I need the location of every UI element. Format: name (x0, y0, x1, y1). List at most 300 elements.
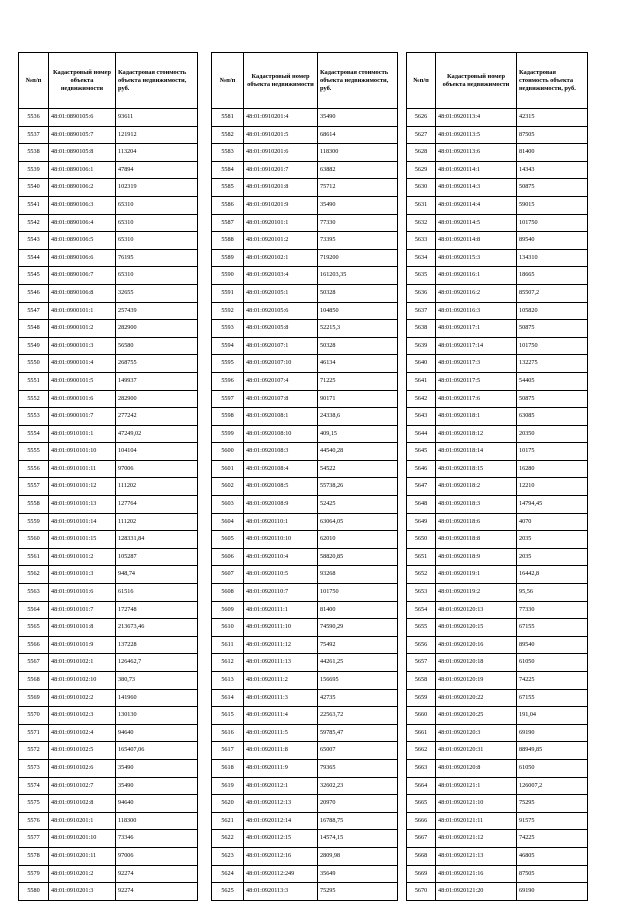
cadastral-value: 35490 (116, 777, 198, 795)
row-number: 5556 (19, 460, 49, 478)
row-number: 5597 (212, 390, 244, 408)
table-row (212, 320, 398, 338)
table-row (212, 425, 398, 443)
cadastral-number: 48:01:0920108:10 (244, 425, 318, 443)
cadastral-value: 104850 (318, 302, 398, 320)
cadastral-value: 165407,06 (116, 742, 198, 760)
cadastral-number: 48:01:0910102:10 (49, 672, 116, 690)
table-row (212, 742, 398, 760)
table-row (212, 144, 398, 162)
cadastral-value: 65310 (116, 196, 198, 214)
cadastral-value: 101750 (318, 584, 398, 602)
cadastral-number: 48:01:0910102:3 (49, 707, 116, 725)
cadastral-number: 48:01:0910101:10 (49, 443, 116, 461)
table-row (212, 689, 398, 707)
cadastral-value: 32602,23 (318, 777, 398, 795)
cadastral-number: 48:01:0920111:1 (244, 601, 318, 619)
row-number: 5666 (407, 812, 436, 830)
table-row (212, 196, 398, 214)
table-row (407, 883, 588, 901)
cadastral-value: 94640 (116, 795, 198, 813)
row-number: 5537 (19, 126, 49, 144)
row-number: 5660 (407, 707, 436, 725)
table-row (19, 284, 198, 302)
table-row (212, 109, 398, 127)
cadastral-value: 65310 (116, 232, 198, 250)
table-row (407, 531, 588, 549)
table-row (212, 531, 398, 549)
cadastral-number: 48:01:0920107:10 (244, 355, 318, 373)
row-number: 5599 (212, 425, 244, 443)
row-number: 5541 (19, 196, 49, 214)
row-number: 5626 (407, 109, 436, 127)
row-number: 5638 (407, 320, 436, 338)
cadastral-number: 48:01:0920121:16 (436, 865, 517, 883)
row-number: 5654 (407, 601, 436, 619)
table-row (19, 126, 198, 144)
table-row (19, 144, 198, 162)
cadastral-number: 48:01:0920120:25 (436, 707, 517, 725)
row-number: 5631 (407, 196, 436, 214)
row-number: 5656 (407, 636, 436, 654)
row-number: 5607 (212, 566, 244, 584)
table-row (19, 320, 198, 338)
cadastral-value: 126007,2 (517, 777, 588, 795)
table-row (19, 214, 198, 232)
table-row (19, 883, 198, 901)
row-number: 5546 (19, 284, 49, 302)
cadastral-number: 48:01:0920111:12 (244, 636, 318, 654)
cadastral-number: 48:01:0920116:2 (436, 284, 517, 302)
table-row (19, 531, 198, 549)
row-number: 5565 (19, 619, 49, 637)
table-row (407, 742, 588, 760)
row-number: 5574 (19, 777, 49, 795)
row-number: 5588 (212, 232, 244, 250)
cadastral-number: 48:01:0920120:8 (436, 759, 517, 777)
cadastral-number: 48:01:0920120:31 (436, 742, 517, 760)
cadastral-value: 97006 (116, 460, 198, 478)
table-row (212, 408, 398, 426)
row-number: 5585 (212, 179, 244, 197)
cadastral-value: 52425 (318, 496, 398, 514)
table-row (19, 109, 198, 127)
row-number: 5576 (19, 812, 49, 830)
table-row (212, 355, 398, 373)
cadastral-value: 77330 (517, 601, 588, 619)
row-number: 5628 (407, 144, 436, 162)
cadastral-number: 48:01:0920111:5 (244, 724, 318, 742)
cadastral-number: 48:01:0920111:4 (244, 707, 318, 725)
cadastral-value: 24338,6 (318, 408, 398, 426)
cadastral-value: 94640 (116, 724, 198, 742)
cadastral-number: 48:01:0910201:9 (244, 196, 318, 214)
cadastral-number: 48:01:0920118:2 (436, 478, 517, 496)
table-row (212, 619, 398, 637)
cadastral-value: 59785,47 (318, 724, 398, 742)
row-number: 5629 (407, 161, 436, 179)
cadastral-number: 48:01:0920121:20 (436, 883, 517, 901)
row-number: 5603 (212, 496, 244, 514)
row-number: 5617 (212, 742, 244, 760)
cadastral-value: 95,56 (517, 584, 588, 602)
table-row (19, 302, 198, 320)
cadastral-number: 48:01:0910102:2 (49, 689, 116, 707)
row-number: 5547 (19, 302, 49, 320)
cadastral-value: 71225 (318, 372, 398, 390)
cadastral-number: 48:01:0890106:5 (49, 232, 116, 250)
row-number: 5610 (212, 619, 244, 637)
table-row (407, 214, 588, 232)
row-number: 5616 (212, 724, 244, 742)
cadastral-number: 48:01:0910201:5 (244, 126, 318, 144)
table-row (19, 619, 198, 637)
cadastral-value: 102319 (116, 179, 198, 197)
row-number: 5633 (407, 232, 436, 250)
row-number: 5549 (19, 337, 49, 355)
cadastral-number: 48:01:0920107:1 (244, 337, 318, 355)
cadastral-value: 35649 (318, 865, 398, 883)
cadastral-number: 48:01:0910201:4 (244, 109, 318, 127)
table-row (407, 179, 588, 197)
row-number: 5639 (407, 337, 436, 355)
row-number: 5559 (19, 513, 49, 531)
row-number: 5640 (407, 355, 436, 373)
cadastral-value: 22563,72 (318, 707, 398, 725)
table-row (407, 724, 588, 742)
row-number: 5572 (19, 742, 49, 760)
table-row (407, 355, 588, 373)
table-row (19, 742, 198, 760)
table-row (19, 865, 198, 883)
cadastral-value: 268755 (116, 355, 198, 373)
row-number: 5563 (19, 584, 49, 602)
table-row (212, 214, 398, 232)
cadastral-value: 35490 (318, 109, 398, 127)
row-number: 5664 (407, 777, 436, 795)
cadastral-value: 79365 (318, 759, 398, 777)
row-number: 5635 (407, 267, 436, 285)
cadastral-number: 48:01:0910102:8 (49, 795, 116, 813)
cadastral-number: 48:01:0920120:19 (436, 672, 517, 690)
table-row (19, 408, 198, 426)
row-number: 5623 (212, 847, 244, 865)
cadastral-number: 48:01:0910101:2 (49, 548, 116, 566)
cadastral-number: 48:01:0920118:3 (436, 496, 517, 514)
header-number: №п/п (212, 53, 244, 109)
table-row (212, 548, 398, 566)
cadastral-value: 77330 (318, 214, 398, 232)
cadastral-number: 48:01:0920121:13 (436, 847, 517, 865)
cadastral-number: 48:01:0890106:1 (49, 161, 116, 179)
row-number: 5630 (407, 179, 436, 197)
cadastral-number: 48:01:0920112:13 (244, 795, 318, 813)
row-number: 5567 (19, 654, 49, 672)
cadastral-value: 14343 (517, 161, 588, 179)
row-number: 5624 (212, 865, 244, 883)
cadastral-number: 48:01:0920110:10 (244, 531, 318, 549)
row-number: 5653 (407, 584, 436, 602)
table-row (19, 390, 198, 408)
table-row (407, 601, 588, 619)
cadastral-number: 48:01:0890106:2 (49, 179, 116, 197)
cadastral-value: 59015 (517, 196, 588, 214)
cadastral-number: 48:01:0910102:7 (49, 777, 116, 795)
cadastral-number: 48:01:0920118:6 (436, 513, 517, 531)
cadastral-number: 48:01:0920114:4 (436, 196, 517, 214)
cadastral-value: 2809,98 (318, 847, 398, 865)
cadastral-number: 48:01:0910201:2 (49, 865, 116, 883)
cadastral-number: 48:01:0910101:13 (49, 496, 116, 514)
cadastral-value: 4070 (517, 513, 588, 531)
cadastral-value: 35490 (318, 196, 398, 214)
cadastral-number: 48:01:0910201:11 (49, 847, 116, 865)
row-number: 5554 (19, 425, 49, 443)
cadastral-number: 48:01:0920117:1 (436, 320, 517, 338)
row-number: 5604 (212, 513, 244, 531)
cadastral-value: 75712 (318, 179, 398, 197)
row-number: 5627 (407, 126, 436, 144)
table-row (407, 707, 588, 725)
row-number: 5652 (407, 566, 436, 584)
table-row (19, 161, 198, 179)
cadastral-value: 75295 (318, 883, 398, 901)
cadastral-value: 50875 (517, 179, 588, 197)
row-number: 5594 (212, 337, 244, 355)
cadastral-number: 48:01:0910201:3 (49, 883, 116, 901)
table-row (19, 689, 198, 707)
cadastral-value: 81400 (318, 601, 398, 619)
cadastral-number: 48:01:0920108:1 (244, 408, 318, 426)
cadastral-number: 48:01:0920105:1 (244, 284, 318, 302)
cadastral-number: 48:01:0900101:1 (49, 302, 116, 320)
cadastral-value: 93268 (318, 566, 398, 584)
table-row (212, 249, 398, 267)
cadastral-number: 48:01:0920114:8 (436, 232, 517, 250)
table-row (212, 759, 398, 777)
cadastral-number: 48:01:0920116:1 (436, 267, 517, 285)
cadastral-value: 73346 (116, 830, 198, 848)
cadastral-number: 48:01:0920113:6 (436, 144, 517, 162)
table-row (407, 320, 588, 338)
cadastral-value: 111202 (116, 478, 198, 496)
header-row (407, 53, 588, 109)
cadastral-number: 48:01:0910201:8 (244, 179, 318, 197)
table-row (407, 619, 588, 637)
cadastral-value: 257439 (116, 302, 198, 320)
cadastral-value: 63882 (318, 161, 398, 179)
cadastral-value: 14794,45 (517, 496, 588, 514)
cadastral-value: 134310 (517, 249, 588, 267)
table-row (19, 584, 198, 602)
cadastral-value: 161203,35 (318, 267, 398, 285)
table-row (212, 443, 398, 461)
cadastral-number: 48:01:0920114:1 (436, 161, 517, 179)
row-number: 5543 (19, 232, 49, 250)
table-row (407, 460, 588, 478)
row-number: 5591 (212, 284, 244, 302)
cadastral-value: 105820 (517, 302, 588, 320)
row-number: 5557 (19, 478, 49, 496)
cadastral-number: 48:01:0920114:3 (436, 179, 517, 197)
table-row (19, 777, 198, 795)
cadastral-number: 48:01:0920101:1 (244, 214, 318, 232)
cadastral-number: 48:01:0920110:4 (244, 548, 318, 566)
row-number: 5550 (19, 355, 49, 373)
table-row (212, 566, 398, 584)
cadastral-value: 101750 (517, 337, 588, 355)
cadastral-value: 191,04 (517, 707, 588, 725)
table-row (212, 232, 398, 250)
cadastral-value: 121912 (116, 126, 198, 144)
cadastral-number: 48:01:0920108:3 (244, 443, 318, 461)
row-number: 5598 (212, 408, 244, 426)
row-number: 5667 (407, 830, 436, 848)
table-row (407, 284, 588, 302)
cadastral-value: 32655 (116, 284, 198, 302)
cadastral-value: 47249,02 (116, 425, 198, 443)
cadastral-value: 73395 (318, 232, 398, 250)
table-row (19, 372, 198, 390)
table-row (407, 566, 588, 584)
row-number: 5650 (407, 531, 436, 549)
cadastral-value: 97006 (116, 847, 198, 865)
row-number: 5619 (212, 777, 244, 795)
table-row (19, 548, 198, 566)
cadastral-number: 48:01:0920110:1 (244, 513, 318, 531)
row-number: 5575 (19, 795, 49, 813)
row-number: 5634 (407, 249, 436, 267)
cadastral-value: 118300 (318, 144, 398, 162)
row-number: 5540 (19, 179, 49, 197)
table-row (407, 548, 588, 566)
table-row (407, 830, 588, 848)
table-row (19, 355, 198, 373)
row-number: 5662 (407, 742, 436, 760)
cadastral-number: 48:01:0910102:6 (49, 759, 116, 777)
cadastral-value: 213673,46 (116, 619, 198, 637)
cadastral-number: 48:01:0920112:15 (244, 830, 318, 848)
table-row (407, 478, 588, 496)
cadastral-value: 113204 (116, 144, 198, 162)
table-row (407, 847, 588, 865)
cadastral-value: 67155 (517, 689, 588, 707)
row-number: 5643 (407, 408, 436, 426)
cadastral-value: 719200 (318, 249, 398, 267)
table-row (19, 830, 198, 848)
cadastral-value: 63085 (517, 408, 588, 426)
table-row (212, 636, 398, 654)
cadastral-number: 48:01:0920118:9 (436, 548, 517, 566)
cadastral-value: 61050 (517, 759, 588, 777)
table-row (407, 196, 588, 214)
cadastral-number: 48:01:0920118:1 (436, 408, 517, 426)
table-row (212, 460, 398, 478)
row-number: 5583 (212, 144, 244, 162)
row-number: 5586 (212, 196, 244, 214)
table-row (212, 161, 398, 179)
cadastral-value: 104104 (116, 443, 198, 461)
table-row (407, 443, 588, 461)
cadastral-number: 48:01:0920118:14 (436, 443, 517, 461)
cadastral-number: 48:01:0920120:18 (436, 654, 517, 672)
header-cadastral-value: Кадастровая стоимость объекта недвижимости, руб. (517, 53, 588, 109)
cadastral-value: 88949,85 (517, 742, 588, 760)
table-row (407, 584, 588, 602)
cadastral-table-3 (406, 52, 588, 901)
cadastral-value: 42735 (318, 689, 398, 707)
cadastral-value: 50875 (517, 390, 588, 408)
row-number: 5669 (407, 865, 436, 883)
table-row (212, 812, 398, 830)
row-number: 5595 (212, 355, 244, 373)
cadastral-number: 48:01:0910101:9 (49, 636, 116, 654)
row-number: 5590 (212, 267, 244, 285)
table-row (212, 865, 398, 883)
cadastral-number: 48:01:0910101:7 (49, 601, 116, 619)
cadastral-value: 85507,2 (517, 284, 588, 302)
cadastral-value: 14574,15 (318, 830, 398, 848)
cadastral-number: 48:01:0920107:4 (244, 372, 318, 390)
row-number: 5622 (212, 830, 244, 848)
cadastral-number: 48:01:0900101:6 (49, 390, 116, 408)
row-number: 5582 (212, 126, 244, 144)
cadastral-number: 48:01:0920105:8 (244, 320, 318, 338)
row-number: 5621 (212, 812, 244, 830)
cadastral-number: 48:01:0910102:5 (49, 742, 116, 760)
table-row (19, 267, 198, 285)
row-number: 5620 (212, 795, 244, 813)
row-number: 5566 (19, 636, 49, 654)
cadastral-number: 48:01:0890106:6 (49, 249, 116, 267)
row-number: 5668 (407, 847, 436, 865)
cadastral-value: 409,15 (318, 425, 398, 443)
row-number: 5555 (19, 443, 49, 461)
cadastral-number: 48:01:0920110:5 (244, 566, 318, 584)
table-row (407, 759, 588, 777)
cadastral-number: 48:01:0920121:12 (436, 830, 517, 848)
row-number: 5655 (407, 619, 436, 637)
cadastral-value: 62010 (318, 531, 398, 549)
cadastral-value: 20350 (517, 425, 588, 443)
cadastral-number: 48:01:0920111:9 (244, 759, 318, 777)
row-number: 5600 (212, 443, 244, 461)
cadastral-number: 48:01:0920120:16 (436, 636, 517, 654)
cadastral-number: 48:01:0920112:249 (244, 865, 318, 883)
cadastral-value: 380,73 (116, 672, 198, 690)
row-number: 5632 (407, 214, 436, 232)
cadastral-value: 130130 (116, 707, 198, 725)
row-number: 5646 (407, 460, 436, 478)
table-row (19, 707, 198, 725)
cadastral-value: 46805 (517, 847, 588, 865)
cadastral-value: 74225 (517, 830, 588, 848)
cadastral-number: 48:01:0920108:5 (244, 478, 318, 496)
cadastral-value: 81400 (517, 144, 588, 162)
cadastral-value: 75492 (318, 636, 398, 654)
cadastral-value: 44540,28 (318, 443, 398, 461)
table-row (212, 284, 398, 302)
table-row (19, 179, 198, 197)
header-number: №п/п (19, 53, 49, 109)
cadastral-number: 48:01:0910101:15 (49, 531, 116, 549)
cadastral-number: 48:01:0920119:2 (436, 584, 517, 602)
row-number: 5649 (407, 513, 436, 531)
table-row (407, 777, 588, 795)
table-row (407, 302, 588, 320)
cadastral-value: 65310 (116, 214, 198, 232)
cadastral-value: 68614 (318, 126, 398, 144)
